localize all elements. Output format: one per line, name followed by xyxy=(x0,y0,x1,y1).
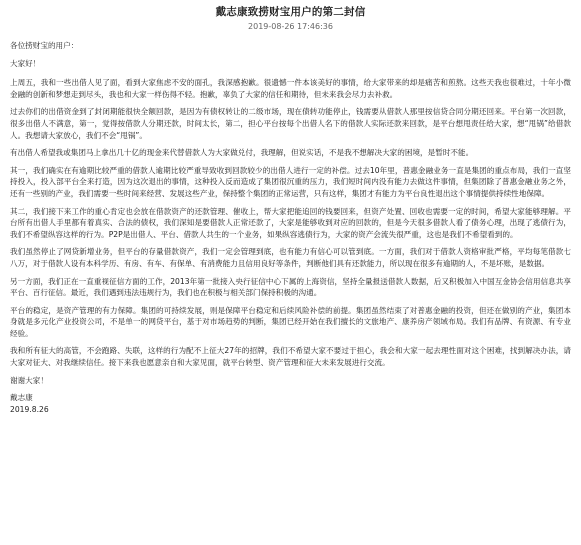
signature: 戴志康 xyxy=(10,393,33,403)
signature-date: 2019.8.26 xyxy=(10,404,49,414)
paragraph-7: 另一方面，我们正在一直重视征信方面的工作，2013年第一批接入央行征信中心下属的上海资信，坚持全量报送借款人数据，后又积极加入中国互金协会信用信息共享平台、百行征信。最近，我们遇到违法违规行为，我们也在积极与相关部门保持积极的沟通。 xyxy=(10,276,571,298)
paragraph-3: 有出借人希望我或集团马上拿出几十亿的现金来代替借款人为大家做兑付，我理解，但说实话，不是我不想解决大家的困境，是暂时不能。 xyxy=(10,148,474,158)
letter-title: 戴志康致捞财宝用户的第二封信 xyxy=(215,6,366,18)
letter-timestamp: 2019-08-26 17:46:36 xyxy=(248,22,333,31)
paragraph-6: 我们虽然停止了网贷新增业务，但平台的存量借款资产，我们一定会管理到底，也有能力有信心可以管到底。一方面，我们对于借款人资格审批严格，平均每笔借款七八万，对于借款人设有本科学历、有房、有车、有保单、有消费能力且信用良好等条件，判断他们具有还款能力，所以现在很多有逾期的人，不是坏账，是数据。 xyxy=(10,247,571,268)
paragraph-5: 其二，我们接下来工作的重心肯定也会放在借款资产的还款管理、催收上，帮大家把能追回的钱要回来，但资产处置、回收也需要一定的时间，希望大家能够理解。平台所有出借人手里都有着真实、合法的债权，我们深知是要借款人正常还款了，大家是能够收到对应的回款的，但是今天很多借款人看了债务心理，出现了逃债行为，我们不希望纵容这样的行为。P2P是出借人、平台、借款人共生的一个业务，如果纵容逃债行为，大家的资产会流失很严重，这也是我们不希望看到的。 xyxy=(10,206,571,239)
signature-block xyxy=(10,392,571,415)
greeting: 大家好！ xyxy=(10,58,41,68)
closing: 谢谢大家！ xyxy=(10,375,48,385)
paragraph-1: 上周五，我和一些出借人见了面，看到大家焦虑不安的面孔，我深感抱歉。很遗憾一件本该美好的事情，给大家带来的却是痛苦和煎熬。这些天我也很难过，十年小微金融的创新和梦想走到尽头，我也和大家一样伤得不轻。抱歉，辜负了大家的信任和期待，但未来我会尽力去补救。 xyxy=(10,78,571,99)
paragraph-8: 平台的稳定，是资产管理的有力保障。集团的可持续发展，则是保障平台稳定和后续风险补偿的前提。集团虽然结束了对普惠金融的投资，但还在做别的产业，集团本身就是多元化产业投资公司，不是单一的网贷平台，基于对市场趋势的判断，集团已经开始在我们擅长的文旅地产、康养房产领域布局。我们有品牌、有资源、有专业经验。 xyxy=(10,305,571,338)
paragraph-2: 过去你们的出借资金到了封闭期能很快全额回款，是因为有债权转让的二级市场，现在债转功能停止，钱需要从借款人那里按信贷合同分期还回来。平台第一次回款，很多出借人不满意，第一，觉得按借款人分期还款，时间太长，第二，担心平台按每个出借人名下的借款人实际还款来回款，是平台想甩责任给大家，想“甩锅”给借款人。我想请大家放心，我们不会“甩锅”。 xyxy=(10,107,571,140)
paragraph-9: 我和所有征大的高管，不会跑路、失联，这样的行为配不上征大27年的招牌，我们不希望大家不要过于担心，我会和大家一起去理性面对这个困难，找到解决办法，请大家对征大、对我继续信任。接下来我也愿意亲自和大家见面，就平台转型、资产管理和征大未来发展进行交流。 xyxy=(10,346,571,368)
salutation: 各位捞财宝的用户： xyxy=(10,41,79,50)
paragraph-4: 其一，我们确实在有逾期比较严重的借款人逾期比较严重导致收到回款较少的出借人进行一定的补偿。过去10年里，普惠金融业务一直是集团的重点布局，我们一直坚持投入，投入部平台全来打造，因为这次退出的事情，这种投入反而造成了集团很沉重的压力，我们短时间内没有能力去做这件事情，但集团除了普惠金融业务之外，还有一些别的产业，我们需要一些时间来经营、发展这些产业，保持整个集团的正常运营，只有这样，集团才有能力为平台良性退出这个事情提供持续性地保障。 xyxy=(10,165,571,198)
